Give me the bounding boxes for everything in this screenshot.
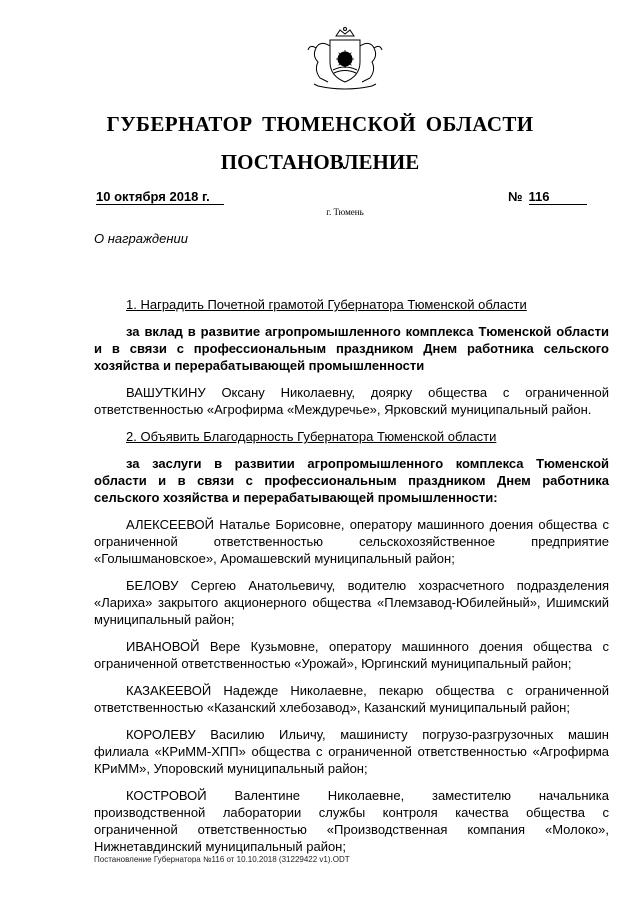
section-1-heading: 1. Наградить Почетной грамотой Губернатора Тюменской области [126,297,527,312]
section-1-reason: за вклад в развитие агропромышленного комплекса Тюменской области и в связи с профессиональным праздником Днем работника сельского хозяйства и перерабатывающей промышленности [94,324,609,373]
awardee-item: БЕЛОВУ Сергею Анатольевичу, водителю хозрасчетного подразделения «Лариха» закрытого акционерного общества «Племзавод-Юбилейный», Ишимский муниципальный район; [94,578,609,627]
decree-date [96,189,224,205]
decree-body [94,296,609,865]
decree-number [508,189,587,205]
document-type: ПОСТАНОВЛЕНИЕ [220,150,420,174]
awardee-item: КОСТРОВОЙ Валентине Николаевне, заместителю начальника производственной лаборатории службы контроля качества общества с ограниченной ответственностью «Производственная компания «Молоко», Нижнетавдинский муниципальный район; [94,788,609,854]
section-2-reason: за заслуги в развитии агропромышленного комплекса Тюменской области и в связи с профессиональным праздником Днем работника сельского хозяйства и перерабатывающей промышленности: [94,456,609,505]
decree-subject: О награждении [94,231,188,246]
number-label: № [508,189,523,204]
number-value: 116 [529,189,587,205]
tyumen-coat-of-arms-icon [300,26,390,94]
date-value: 10 октября 2018 г. [96,189,224,205]
awardee-item: КОРОЛЕВУ Василию Ильичу, машинисту погрузо-разгрузочных машин филиала «КРиММ-ХПП» общества с ограниченной ответственностью «Агрофирма КРиММ», Упоровский муниципальный район; [94,727,609,776]
awardee-item: ИВАНОВОЙ Вере Кузьмовне, оператору машинного доения общества с ограниченной ответственностью «Урожай», Юргинский муниципальный район; [94,639,609,671]
document-footer: Постановление Губернатора №116 от 10.10.2018 (31229422 v1).ODT [94,855,350,864]
awardee-item: АЛЕКСЕЕВОЙ Наталье Борисовне, оператору машинного доения общества с ограниченной ответственностью сельскохозяйственное предприятие «Голышмановское», Аромашевский муниципальный район; [94,517,609,566]
section-2-heading: 2. Объявить Благодарность Губернатора Тюменской области [126,429,497,444]
governor-title: ГУБЕРНАТОР ТЮМЕНСКОЙ ОБЛАСТИ [106,112,534,136]
awardee-item: КАЗАКЕЕВОЙ Надежде Николаевне, пекарю общества с ограниченной ответственностью «Казанский хлебозавод», Казанский муниципальный район; [94,683,609,715]
city: г. Тюмень [326,207,364,217]
section-1-awardee: ВАШУТКИНУ Оксану Николаевну, доярку общества с ограниченной ответственностью «Агрофирма «Междуречье», Ярковский муниципальный район. [94,385,609,417]
